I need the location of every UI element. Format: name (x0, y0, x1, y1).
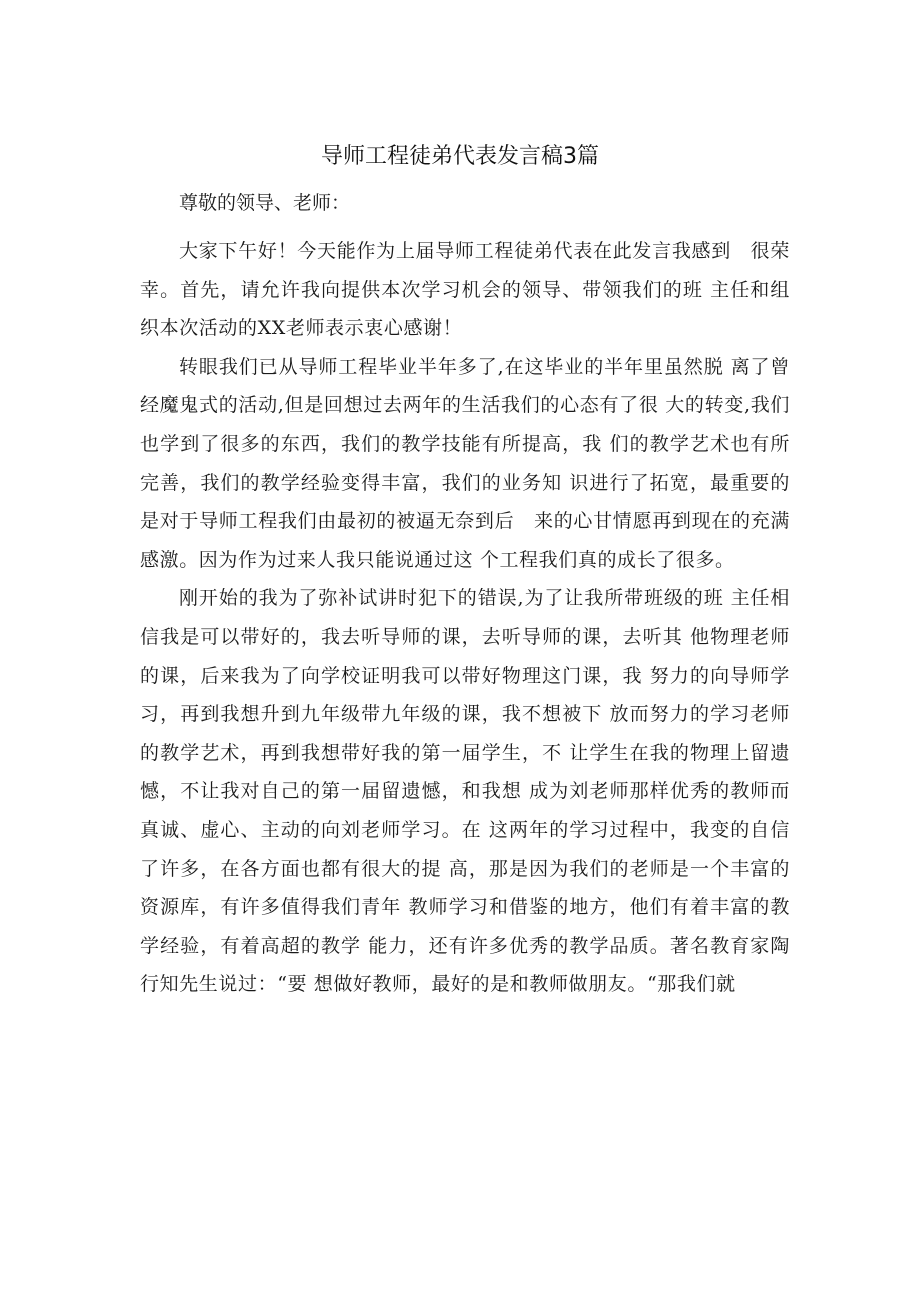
salutation: 尊敬的领导、老师： (179, 192, 351, 214)
paragraph-reflection: 转眼我们已从导师工程毕业半年多了,在这毕业的半年里虽然脱 离了曾经魔鬼式的活动,但是回想过去两年的生活我们的心态有了很 大的转变,我们也学到了很多的东西，我们的教学技能有所提高，我 们的教学艺术也有所完善，我们的教学经验变得丰富，我们的业务知 识进行了拓宽，最重要的是对于导师工程我们由最初的被逼无奈到后 来的心甘情愿再到现在的充满感激。因为作为过来人我只能说通过这 个工程我们真的成长了很多。 (140, 355, 790, 571)
paragraph-experience: 刚开始的我为了弥补试讲时犯下的错误,为了让我所带班级的班 主任相信我是可以带好的，我去听导师的课，去听导师的课，去听其 他物理老师的课，后来我为了向学校证明我可以带好物理这门课，我 努力的向导师学习，再到我想升到九年级带九年级的课，我不想被下 放而努力的学习老师的教学艺术，再到我想带好我的第一届学生，不 让学生在我的物理上留遗憾，不让我对自己的第一届留遗憾，和我想 成为刘老师那样优秀的教师而真诚、虚心、主动的向刘老师学习。在 这两年的学习过程中，我变的自信了许多，在各方面也都有很大的提 高，那是因为我们的老师是一个丰富的资源库，有许多值得我们青年 教师学习和借鉴的地方，他们有着丰富的教学经验，有着高超的教学 能力，还有许多优秀的教学品质。著名教育家陶行知先生说过：“要 想做好教师，最好的是和教师做朋友。“那我们就 (140, 587, 790, 996)
document-body (140, 232, 790, 1004)
document-title: 导师工程徒弟代表发言稿3篇 (321, 144, 599, 169)
paragraph-greeting: 大家下午好！今天能作为上届导师工程徒弟代表在此发言我感到 很荣幸。首先，请允许我向提供本次学习机会的领导、带领我们的班 主任和组织本次活动的XX老师表示衷心感谢！ (140, 240, 790, 340)
